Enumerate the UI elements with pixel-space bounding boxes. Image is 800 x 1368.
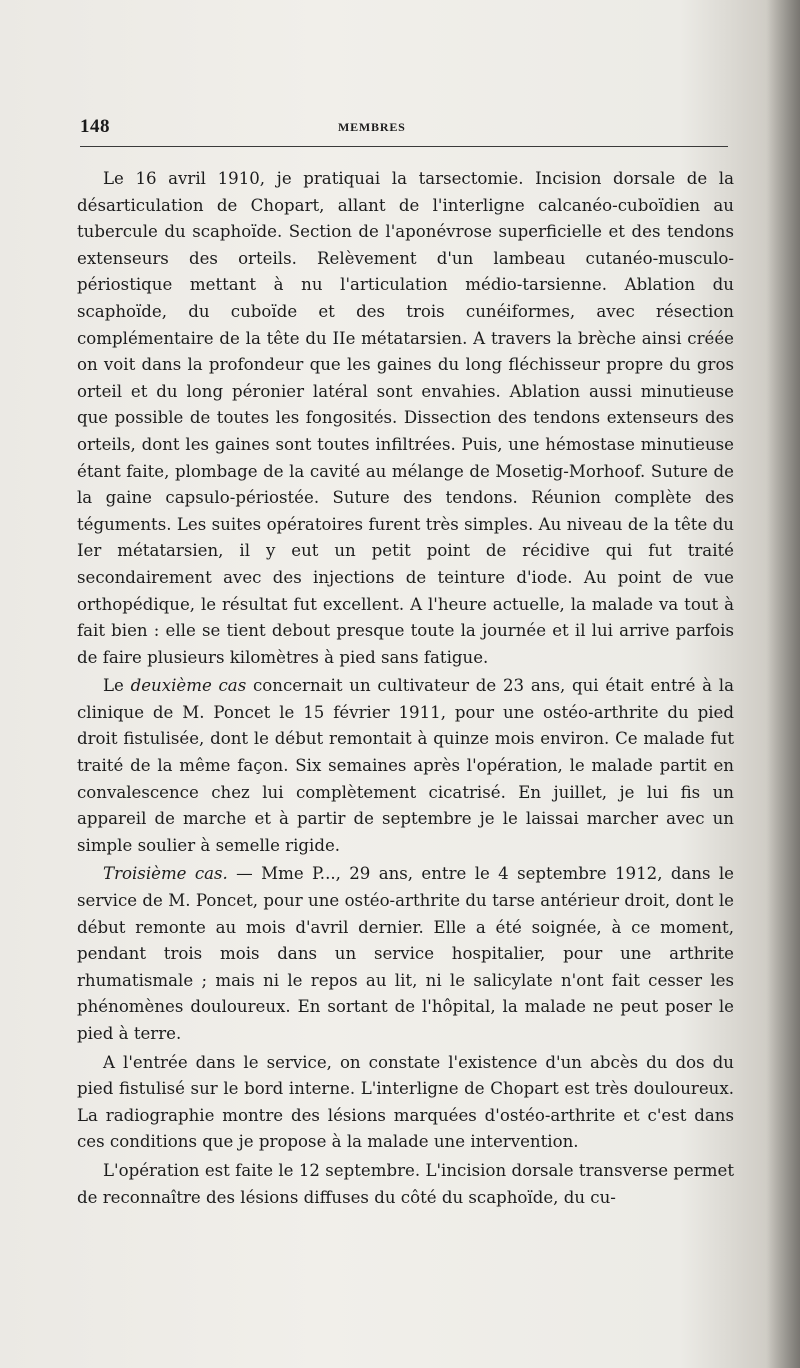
page-gutter-shadow — [766, 0, 800, 1368]
paragraph-1 — [77, 166, 734, 671]
paragraph-4 — [77, 1050, 734, 1156]
paragraph-2-lead: Le — [103, 676, 131, 696]
paragraph-5-text: L'opération est faite le 12 septembre. L'incision dorsale transverse permet de reconnaître des lésions diffuses du côté du scaphoïde, du cu- — [77, 1160, 734, 1207]
paragraph-1-text: Le 16 avril 1910, je pratiquai la tarsectomie. Incision dorsale de la désarticulation de Chopart, allant de l'interligne calcanéo-cuboïdien au tubercule du scaphoïde. Section de l'aponévrose superficielle et des tendons extenseurs des orteils. Relèvement d'un lambeau cutanéo-musculo-périostique mettant à nu l'articulation médio-tarsienne. Ablation du scaphoïde, du cuboïde et des trois cunéiformes, avec résection complémentaire de la tête du IIe métatarsien. A travers la brèche ainsi créée on voit dans la profondeur que les gaines du long fléchisseur propre du gros orteil et du long péronier latéral sont envahies. Ablation aussi minutieuse que possible de toutes les fongosités. Dissection des tendons extenseurs des orteils, dont les gaines sont toutes infiltrées. Puis, une hémostase minutieuse étant faite, plombage de la cavité au mélange de Mosetig-Morhoof. Suture de la gaine capsulo-périostée. Suture des tendons. Réunion complète des téguments. Les suites opératoires furent très simples. Au niveau de la tête du Ier métatarsien, il y eut un petit point de récidive qui fut traité secondairement avec des injections de teinture d'iode. Au point de vue orthopédique, le résultat fut excellent. A l'heure actuelle, la malade va tout à fait bien : elle se tient debout presque toute la journée et il lui arrive parfois de faire plusieurs kilomètres à pied sans fatigue. — [77, 169, 734, 667]
paragraph-2 — [77, 673, 734, 859]
body-text — [77, 166, 734, 1211]
running-head: MEMBRES — [338, 120, 406, 134]
paragraph-3-text: — Mme P..., 29 ans, entre le 4 septembre 1912, dans le service de M. Poncet, pour une ostéo-arthrite du tarse antérieur droit, dont le début remonte au mois d'avril dernier. Elle a été soignée, à ce moment, pendant trois mois dans un service hospitalier, pour une arthrite rhumatismale ; mais ni le repos au lit, ni le salicylate n'ont fait cesser les phénomènes douloureux. En sortant de l'hôpital, la malade ne peut poser le pied à terre. — [77, 864, 735, 1043]
paragraph-2-text: concernait un cultivateur de 23 ans, qui était entré à la clinique de M. Poncet le 15 février 1911, pour une ostéo-arthrite du pied droit fistulisée, dont le début remontait à quinze mois environ. Ce malade fut traité de la même façon. Six semaines après l'opération, le malade partit en convalescence chez lui complètement cicatrisé. En juillet, je lui fis un appareil de marche et à partir de septembre je le laissai marcher avec un simple soulier à semelle rigide. — [77, 676, 734, 855]
paragraph-4-text: A l'entrée dans le service, on constate l'existence d'un abcès du dos du pied fistulisé sur le bord interne. L'interligne de Chopart est très douloureux. La radiographie montre des lésions marquées d'ostéo-arthrite et c'est dans ces conditions que je propose à la malade une intervention. — [77, 1052, 734, 1152]
paragraph-3 — [77, 861, 734, 1047]
header-rule — [80, 146, 728, 147]
page-header — [80, 112, 730, 142]
paragraph-2-italic-lead: deuxième cas — [130, 676, 247, 696]
paragraph-3-italic-lead: Troisième cas. — [103, 864, 228, 884]
paragraph-5 — [77, 1158, 734, 1211]
page-number: 148 — [80, 116, 110, 137]
